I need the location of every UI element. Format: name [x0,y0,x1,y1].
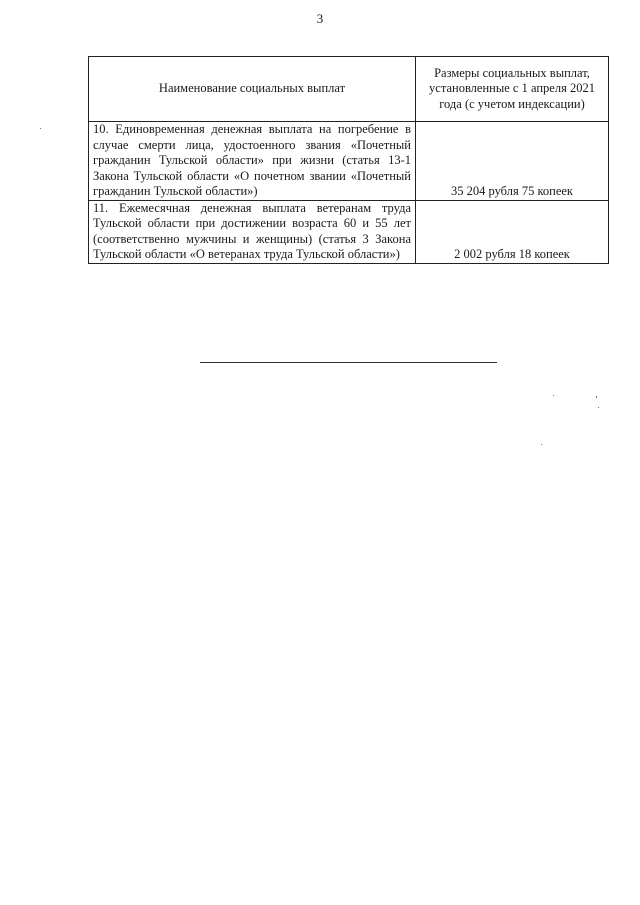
scan-speck [541,444,542,445]
header-payment-amount: Размеры социальных выплат, установленные с 1 апреля 2021 года (с учетом индексации) [416,57,609,122]
row-11-payment-name: 11. Ежемесячная денежная выплата ветеранам труда Тульской области при достижении возраста 60 и 55 лет (соответственно мужчины и женщины) (статья 3 Закона Тульской области «О ветеранах труда Тульской области») [89,200,416,263]
table-row [89,122,609,201]
row-10-payment-amount: 35 204 рубля 75 копеек [416,122,609,201]
page-number: 3 [316,11,324,26]
header-payment-name: Наименование социальных выплат [89,57,416,122]
document-end-rule [200,362,497,363]
social-payments-table [88,56,609,264]
scan-speck [40,128,41,129]
scan-speck [553,395,554,396]
scan-speck [598,407,599,408]
table-row [89,200,609,263]
row-11-payment-amount: 2 002 рубля 18 копеек [416,200,609,263]
row-10-payment-name: 10. Единовременная денежная выплата на погребение в случае смерти лица, удостоенного звания «Почетный гражданин Тульской области» при жизни (статья 13-1 Закона Тульской области «О почетном звании «Почетный гражданин Тульской области») [89,122,416,201]
table-header-row [89,57,609,122]
scan-speck [596,396,597,398]
